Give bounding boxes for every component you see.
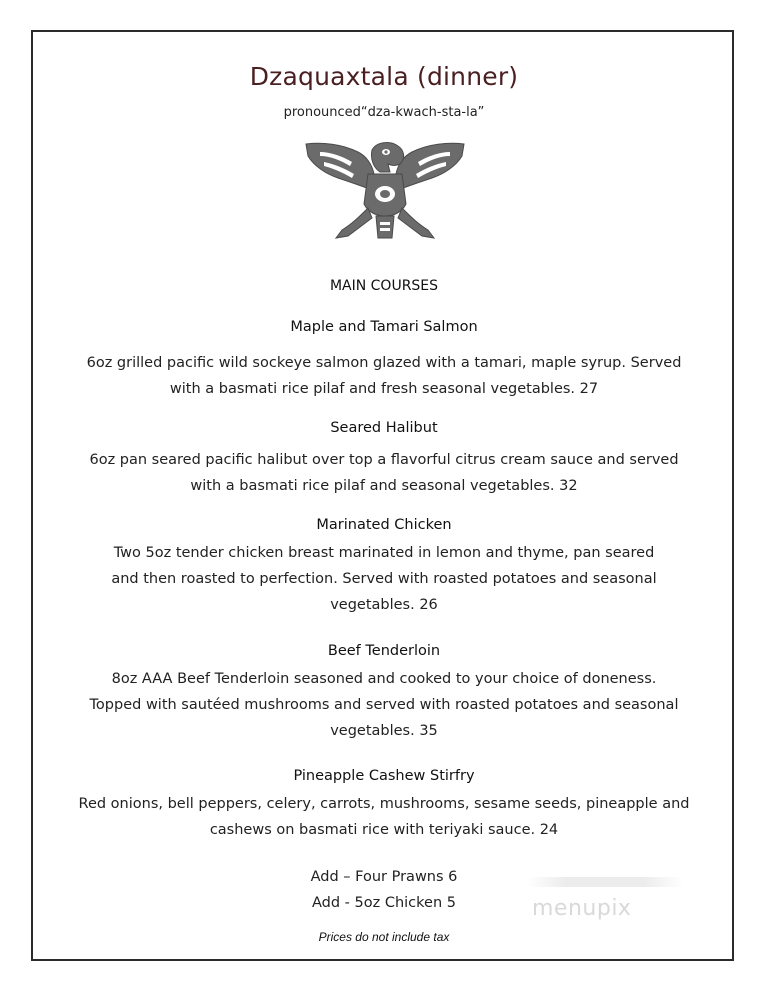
menu-item-name: Pineapple Cashew Stirfry <box>293 768 475 784</box>
menu-item-description-line: vegetables. 35 <box>330 723 438 739</box>
addon-prawns: Add – Four Prawns 6 <box>310 869 458 885</box>
menu-item-description-line: vegetables. 26 <box>330 597 438 613</box>
menu-title: Dzaquaxtala (dinner) <box>249 62 519 91</box>
thunderbird-emblem-icon <box>302 138 468 244</box>
menu-item-description-line: Two 5oz tender chicken breast marinated in lemon and thyme, pan seared <box>113 545 655 561</box>
menu-item-description-line: 8oz AAA Beef Tenderloin seasoned and cooked to your choice of doneness. <box>111 671 657 687</box>
menu-item-description-line: Red onions, bell peppers, celery, carrots, mushrooms, sesame seeds, pineapple and <box>78 796 690 812</box>
menu-item-name: Maple and Tamari Salmon <box>290 319 478 335</box>
tax-note: Prices do not include tax <box>318 930 450 944</box>
menu-item-description-line: with a basmati rice pilaf and seasonal vegetables. 32 <box>190 478 578 494</box>
menu-item-name: Marinated Chicken <box>316 517 452 533</box>
watermark-tagline-bar <box>527 877 683 887</box>
menupix-watermark: menupix <box>532 896 632 921</box>
menu-item-name: Beef Tenderloin <box>327 643 441 659</box>
menu-item-description-line: 6oz pan seared pacific halibut over top a flavorful citrus cream sauce and served <box>89 452 679 468</box>
menu-item-description-line: with a basmati rice pilaf and fresh seasonal vegetables. 27 <box>169 381 599 397</box>
pronunciation-note: pronounced“dza-kwach-sta-la” <box>283 105 485 120</box>
menu-item-description-line: 6oz grilled pacific wild sockeye salmon glazed with a tamari, maple syrup. Served <box>86 355 682 371</box>
section-heading: MAIN COURSES <box>329 278 439 294</box>
menu-item-description-line: and then roasted to perfection. Served with roasted potatoes and seasonal <box>111 571 657 587</box>
menu-item-description-line: Topped with sautéed mushrooms and served with roasted potatoes and seasonal <box>89 697 679 713</box>
menu-item-name: Seared Halibut <box>330 420 438 436</box>
addon-chicken: Add - 5oz Chicken 5 <box>312 895 456 911</box>
menu-item-description-line: cashews on basmati rice with teriyaki sauce. 24 <box>209 822 559 838</box>
